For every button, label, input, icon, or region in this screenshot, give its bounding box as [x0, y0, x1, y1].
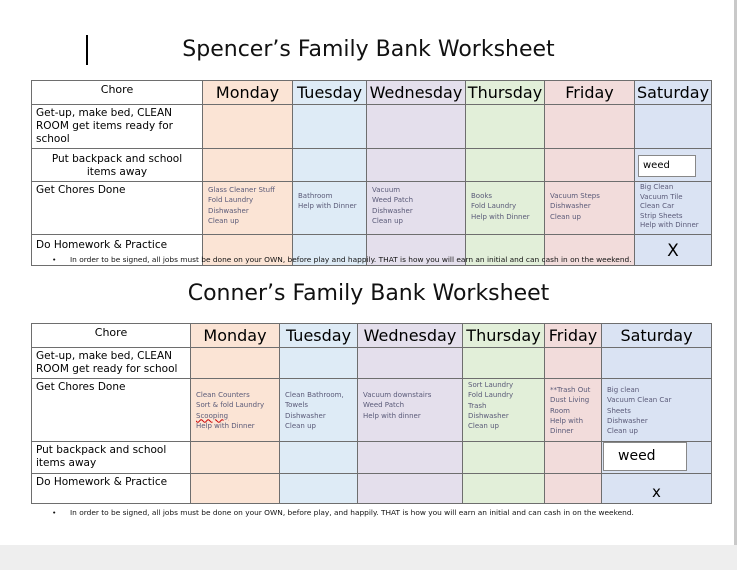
- chore-row: [32, 348, 712, 379]
- task-item: Books: [471, 192, 493, 200]
- task-item: Bathroom: [298, 192, 333, 200]
- task-item: Weed Patch: [372, 196, 414, 205]
- cell-saturday: [635, 149, 712, 182]
- cell-saturday: [602, 474, 712, 504]
- cell-thursday: [463, 474, 545, 504]
- chore-label: Do Homework & Practice: [32, 474, 191, 504]
- task-list-monday: [191, 379, 280, 442]
- day-header-tuesday: Tuesday: [293, 81, 367, 105]
- task-item: Help with Dinner: [550, 416, 584, 436]
- task-item: Help with Dinner: [471, 212, 530, 221]
- task-item: Clean Counters: [196, 391, 250, 399]
- cell-thursday: [466, 149, 545, 182]
- cell-wednesday: [367, 105, 466, 149]
- x-mark: x: [652, 483, 661, 501]
- chore-label: Put backpack and school items away: [32, 442, 191, 474]
- note-text: In order to be signed, all jobs must be done on your OWN, before play and happily. THAT is how you will earn an initial and can cash in on the weekend.: [70, 255, 632, 264]
- task-list-saturday: [635, 182, 712, 235]
- task-item: Trash: [468, 401, 487, 410]
- header-row: [32, 81, 712, 105]
- chore-row: [32, 149, 712, 182]
- cell-tuesday: [280, 442, 358, 474]
- task-item: Help with Dinner: [640, 221, 699, 230]
- cell-friday: [545, 149, 635, 182]
- spencer-note: [52, 255, 632, 264]
- spencer-table: [31, 80, 712, 266]
- day-header-friday: Friday: [545, 324, 602, 348]
- task-item: Dishwasher: [468, 411, 509, 420]
- chore-label: Put backpack and school items away: [32, 149, 203, 182]
- task-item: Clean up: [208, 216, 239, 225]
- day-header-wednesday: Wednesday: [367, 81, 466, 105]
- task-item: Dishwasher: [372, 206, 413, 215]
- task-item: Dishwasher: [208, 206, 249, 215]
- cell-wednesday: [358, 348, 463, 379]
- chore-label: Get Chores Done: [32, 379, 191, 442]
- task-item: Help with dinner: [363, 411, 421, 420]
- task-item: Clean Car: [640, 202, 675, 211]
- task-item: Fold Laundry: [208, 196, 254, 205]
- chore-row: [32, 105, 712, 149]
- task-item: Sheets: [607, 406, 631, 415]
- task-item: Scooping: [196, 411, 229, 420]
- day-header-saturday: Saturday: [635, 81, 712, 105]
- task-item: Glass Cleaner Stuff: [208, 186, 275, 194]
- conner-title: Conner’s Family Bank Worksheet: [187, 281, 550, 306]
- task-item: **Trash Out: [550, 386, 591, 394]
- weed-note: weed: [638, 155, 696, 177]
- header-row: [32, 324, 712, 348]
- task-item: Fold Laundry: [471, 202, 517, 211]
- chore-label: Get Chores Done: [32, 182, 203, 235]
- task-item: Dust Living Room: [550, 396, 590, 415]
- task-item: Dishwasher: [285, 411, 326, 420]
- chore-header: Chore: [32, 81, 203, 105]
- task-list-wednesday: [367, 182, 466, 235]
- day-header-monday: Monday: [203, 81, 293, 105]
- day-header-friday: Friday: [545, 81, 635, 105]
- chore-label: Get-up, make bed, CLEAN ROOM get items ready for school: [32, 105, 203, 149]
- task-item: Towels: [285, 401, 308, 410]
- cell-saturday: [602, 348, 712, 379]
- task-item: Vacuum: [372, 186, 401, 194]
- task-item: Dishwasher: [607, 416, 648, 425]
- chore-row: [32, 182, 712, 235]
- task-item: Vacuum Tile: [640, 192, 683, 201]
- page-bottom-margin: [0, 545, 737, 570]
- chore-row: [32, 379, 712, 442]
- task-list-thursday: [463, 379, 545, 442]
- chore-label: Do Homework & Practice: [32, 234, 203, 265]
- task-item: Help with Dinner: [196, 421, 255, 430]
- note-text: In order to be signed, all jobs must be done on your OWN, before play, and happily. THAT is how you will earn an initial and can cash in on the weekend.: [70, 508, 634, 517]
- cell-tuesday: [293, 149, 367, 182]
- task-item: Weed Patch: [363, 401, 405, 410]
- cell-monday: [191, 442, 280, 474]
- day-header-tuesday: Tuesday: [280, 324, 358, 348]
- cell-tuesday: [280, 474, 358, 504]
- cell-friday: [545, 474, 602, 504]
- weed-note: weed: [603, 442, 687, 471]
- task-item: Clean up: [468, 422, 499, 431]
- cell-monday: [203, 105, 293, 149]
- cell-thursday: [463, 442, 545, 474]
- chore-header: Chore: [32, 324, 191, 348]
- task-list-friday: [545, 182, 635, 235]
- task-item: Clean up: [372, 216, 403, 225]
- day-header-thursday: Thursday: [463, 324, 545, 348]
- bullet: •: [52, 255, 57, 264]
- chore-row: [32, 474, 712, 504]
- bullet: •: [52, 508, 57, 517]
- task-list-monday: [203, 182, 293, 235]
- task-item: Vacuum downstairs: [363, 391, 432, 399]
- day-header-saturday: Saturday: [602, 324, 712, 348]
- task-list-thursday: [466, 182, 545, 235]
- task-item: Fold Laundry: [468, 391, 514, 400]
- cell-tuesday: [293, 105, 367, 149]
- cell-wednesday: [358, 442, 463, 474]
- task-item: Dishwasher: [550, 202, 591, 211]
- cell-thursday: [466, 105, 545, 149]
- cell-saturday: [602, 442, 712, 474]
- task-item: Clean up: [607, 427, 638, 436]
- task-list-tuesday: [280, 379, 358, 442]
- conner-table: [31, 323, 712, 504]
- cell-monday: [191, 474, 280, 504]
- task-item: Clean up: [285, 421, 316, 430]
- task-list-saturday: [602, 379, 712, 442]
- task-item: Sort & fold Laundry: [196, 401, 265, 410]
- chore-row: [32, 442, 712, 474]
- cell-monday: [191, 348, 280, 379]
- cell-saturday: [635, 234, 712, 265]
- day-header-wednesday: Wednesday: [358, 324, 463, 348]
- task-item: Help with Dinner: [298, 202, 357, 211]
- cell-friday: [545, 442, 602, 474]
- spencer-title: Spencer’s Family Bank Worksheet: [182, 37, 555, 62]
- task-item: Vacuum Clean Car: [607, 396, 672, 405]
- conner-note: [52, 508, 634, 517]
- cell-wednesday: [358, 474, 463, 504]
- chore-label: Get-up, make bed, CLEAN ROOM get ready for school: [32, 348, 191, 379]
- cell-monday: [203, 149, 293, 182]
- task-item: Strip Sheets: [640, 211, 683, 220]
- task-item: Big Clean: [640, 183, 674, 191]
- task-list-wednesday: [358, 379, 463, 442]
- task-item: Vacuum Steps: [550, 192, 600, 200]
- cell-saturday: [635, 105, 712, 149]
- day-header-thursday: Thursday: [466, 81, 545, 105]
- cell-wednesday: [367, 149, 466, 182]
- task-item: Clean up: [550, 212, 581, 221]
- cell-tuesday: [280, 348, 358, 379]
- task-item: Big clean: [607, 386, 640, 394]
- cell-friday: [545, 348, 602, 379]
- task-list-tuesday: [293, 182, 367, 235]
- task-item: Sort Laundry: [468, 381, 514, 389]
- day-header-monday: Monday: [191, 324, 280, 348]
- task-item: Clean Bathroom,: [285, 391, 344, 399]
- task-list-friday: [545, 379, 602, 442]
- cell-friday: [545, 105, 635, 149]
- cell-thursday: [463, 348, 545, 379]
- x-mark: X: [667, 240, 679, 261]
